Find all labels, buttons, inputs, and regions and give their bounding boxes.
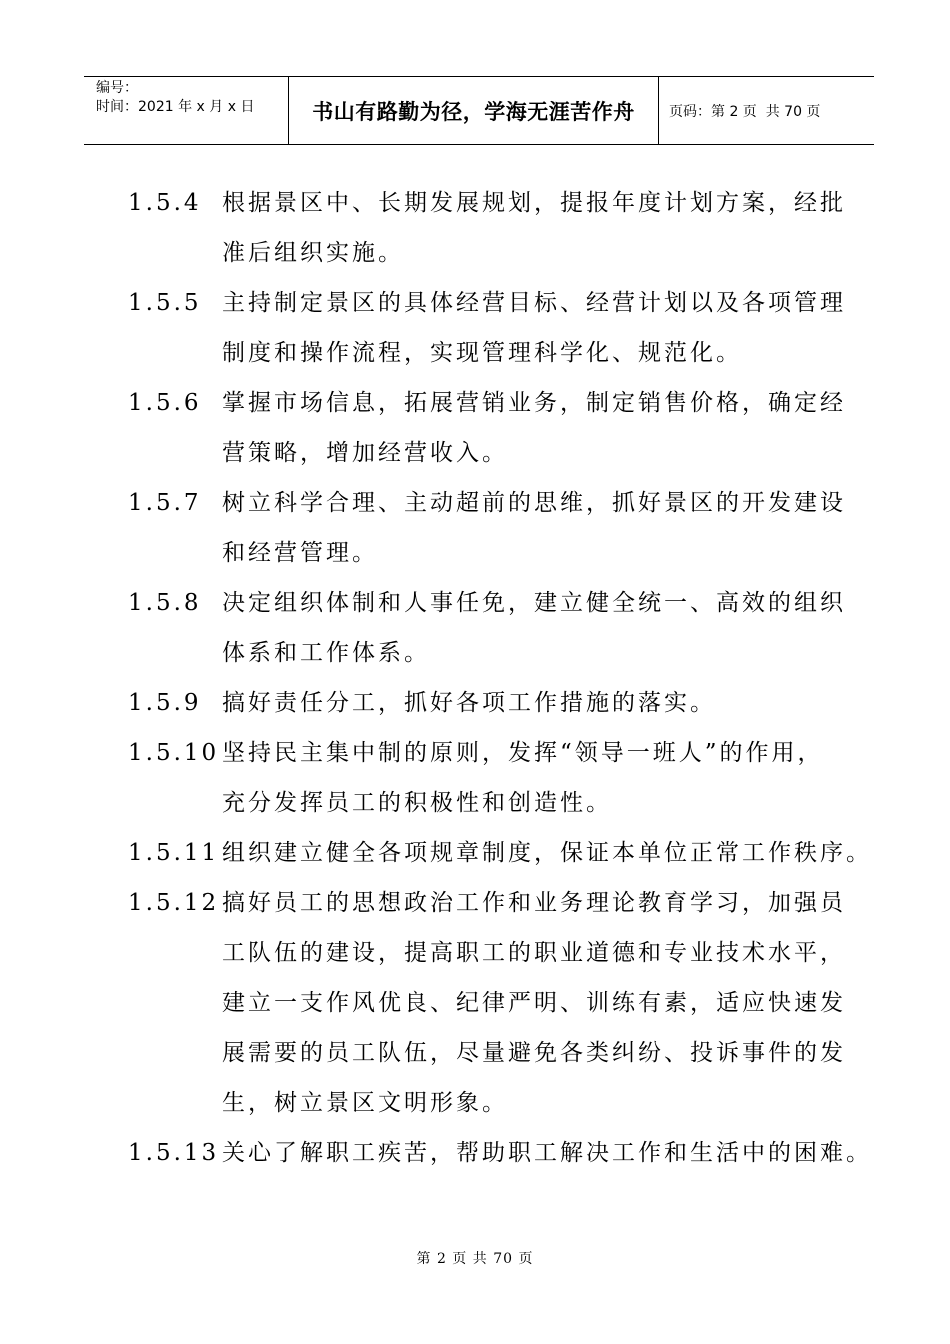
clause-item — [0, 828, 950, 878]
clause-text-line: 组织建立健全各项规章制度，保证本单位正常工作秩序。 — [222, 840, 872, 866]
clause-number: 1.5.5 — [128, 290, 202, 316]
clause-number: 1.5.10 — [128, 740, 220, 766]
clause-number: 1.5.8 — [128, 590, 202, 616]
clause-text-line: 生，树立景区文明形象。 — [222, 1090, 508, 1116]
header-motto: 书山有路勤为径，学海无涯苦作舟 — [288, 77, 659, 144]
clause-text-line: 搞好责任分工，抓好各项工作措施的落实。 — [222, 690, 716, 716]
clause-text-line: 准后组织实施。 — [222, 240, 404, 266]
clause-item — [0, 378, 950, 478]
clause-text-line: 建立一支作风优良、纪律严明、训练有素，适应快速发 — [222, 990, 846, 1016]
page-footer: 第 2 页 共 70 页 — [416, 1251, 534, 1267]
clause-list — [0, 178, 950, 1178]
clause-item — [0, 728, 950, 828]
clause-text-line: 和经营管理。 — [222, 540, 378, 566]
clause-item — [0, 1128, 950, 1178]
clause-number: 1.5.12 — [128, 890, 220, 916]
clause-item — [0, 478, 950, 578]
clause-number: 1.5.9 — [128, 690, 202, 716]
clause-number: 1.5.11 — [128, 840, 220, 866]
clause-text-line: 体系和工作体系。 — [222, 640, 430, 666]
clause-text-line: 决定组织体制和人事任免，建立健全统一、高效的组织 — [222, 590, 846, 616]
clause-text-line: 展需要的员工队伍，尽量避免各类纠纷、投诉事件的发 — [222, 1040, 846, 1066]
clause-text-line: 工队伍的建设，提高职工的职业道德和专业技术水平， — [222, 940, 846, 966]
clause-item — [0, 578, 950, 678]
document-time-label: 时间：2021 年 x 月 x 日 — [96, 99, 255, 115]
page-header — [84, 76, 874, 145]
clause-item — [0, 878, 950, 1128]
clause-text-line: 制度和操作流程，实现管理科学化、规范化。 — [222, 340, 742, 366]
clause-number: 1.5.6 — [128, 390, 202, 416]
clause-item — [0, 278, 950, 378]
clause-text-line: 营策略，增加经营收入。 — [222, 440, 508, 466]
clause-number: 1.5.13 — [128, 1140, 220, 1166]
clause-text-line: 树立科学合理、主动超前的思维，抓好景区的开发建设 — [222, 490, 846, 516]
clause-item — [0, 678, 950, 728]
clause-number: 1.5.7 — [128, 490, 202, 516]
clause-text-line: 主持制定景区的具体经营目标、经营计划以及各项管理 — [222, 290, 846, 316]
clause-item — [0, 178, 950, 278]
clause-text-line: 坚持民主集中制的原则，发挥“领导一班人”的作用， — [222, 740, 824, 766]
clause-text-line: 搞好员工的思想政治工作和业务理论教育学习，加强员 — [222, 890, 846, 916]
header-page-label: 页码：第 2 页 共 70 页 — [669, 103, 821, 120]
clause-text-line: 根据景区中、长期发展规划，提报年度计划方案，经批 — [222, 190, 846, 216]
clause-text-line: 充分发挥员工的积极性和创造性。 — [222, 790, 612, 816]
clause-text-line: 关心了解职工疾苦，帮助职工解决工作和生活中的困难。 — [222, 1140, 872, 1166]
clause-text-line: 掌握市场信息，拓展营销业务，制定销售价格，确定经 — [222, 390, 846, 416]
header-meta — [84, 77, 288, 144]
clause-number: 1.5.4 — [128, 190, 202, 216]
document-number-label: 编号： — [96, 80, 138, 96]
